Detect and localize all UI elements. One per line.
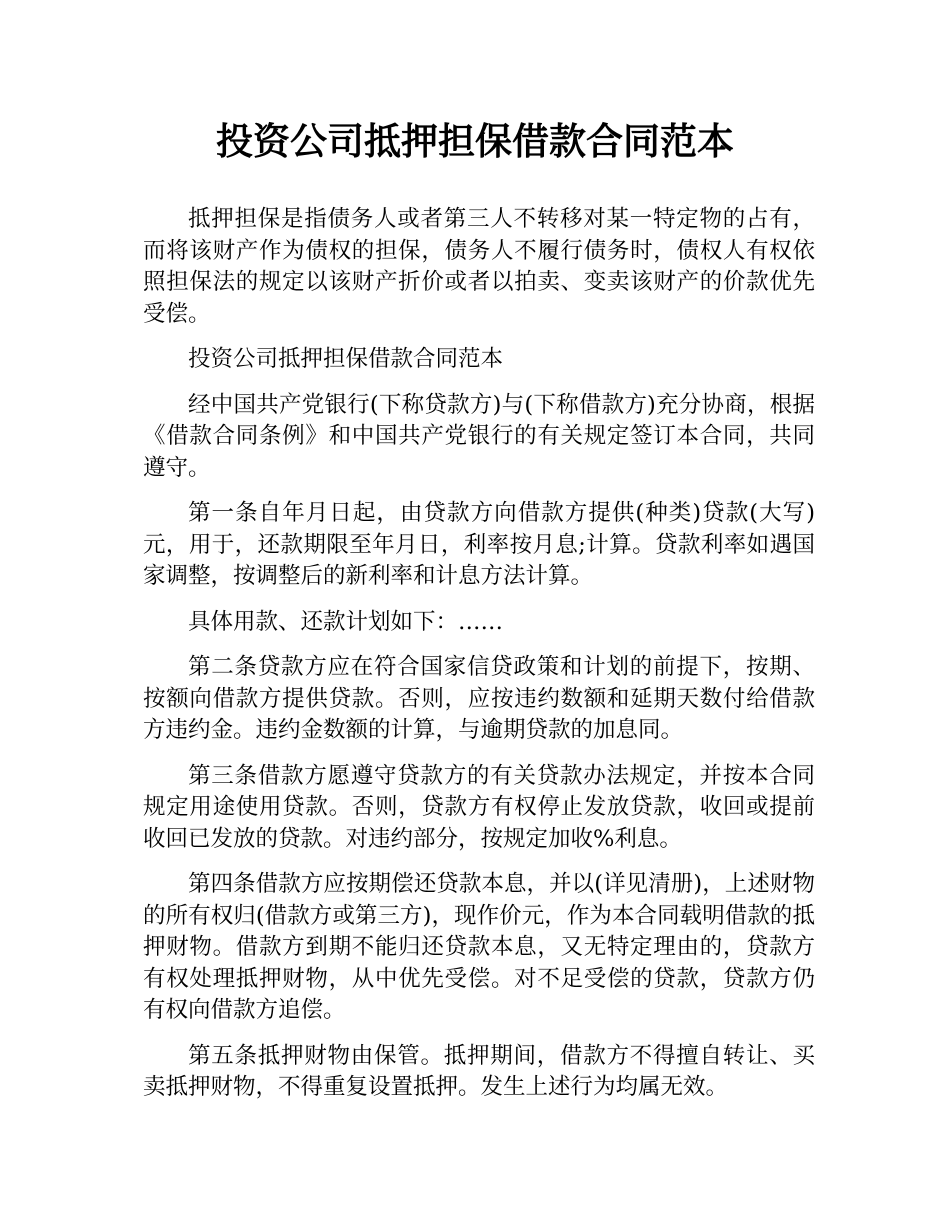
document-title: 投资公司抵押担保借款合同范本 (216, 120, 734, 163)
paragraph-subtitle: 投资公司抵押担保借款合同范本 (188, 346, 504, 372)
paragraph-article-3: 第三条借款方愿遵守贷款方的有关贷款办法规定，并按本合同规定用途使用贷款。否则，贷款方有权停止发放贷款，收回或提前收回已发放的贷款。对违约部分，按规定加收%利息。 (143, 762, 815, 852)
paragraph-article-1: 第一条自年月日起，由贷款方向借款方提供(种类)贷款(大写)元，用于，还款期限至年月日，利率按月息;计算。贷款利率如遇国家调整，按调整后的新利率和计息方法计算。 (143, 500, 815, 589)
paragraph-repayment-plan: 具体用款、还款计划如下：…… (188, 608, 504, 635)
paragraph-preamble: 经中国共产党银行(下称贷款方)与(下称借款方)充分协商，根据《借款合同条例》和中国共产党银行的有关规定签订本合同，共同遵守。 (143, 391, 815, 481)
document-body (143, 204, 815, 1118)
paragraph-intro: 抵押担保是指债务人或者第三人不转移对某一特定物的占有，而将该财产作为债权的担保，债务人不履行债务时，债权人有权依照担保法的规定以该财产折价或者以拍卖、变卖该财产的价款优先受偿。 (143, 206, 815, 327)
paragraph-article-5: 第五条抵押财物由保管。抵押期间，借款方不得擅自转让、买卖抵押财物，不得重复设置抵押。发生上述行为均属无效。 (143, 1042, 815, 1100)
paragraph-article-2: 第二条贷款方应在符合国家信贷政策和计划的前提下，按期、按额向借款方提供贷款。否则，应按违约数额和延期天数付给借款方违约金。违约金数额的计算，与逾期贷款的加息同。 (143, 654, 815, 743)
paragraph-article-4: 第四条借款方应按期偿还贷款本息，并以(详见清册)，上述财物的所有权归(借款方或第三方)，现作价元，作为本合同载明借款的抵押财物。借款方到期不能归还贷款本息，又无特定理由的，贷款方有权处理抵押财物，从中优先受偿。对不足受偿的贷款，贷款方仍有权向借款方追偿。 (143, 871, 815, 1023)
